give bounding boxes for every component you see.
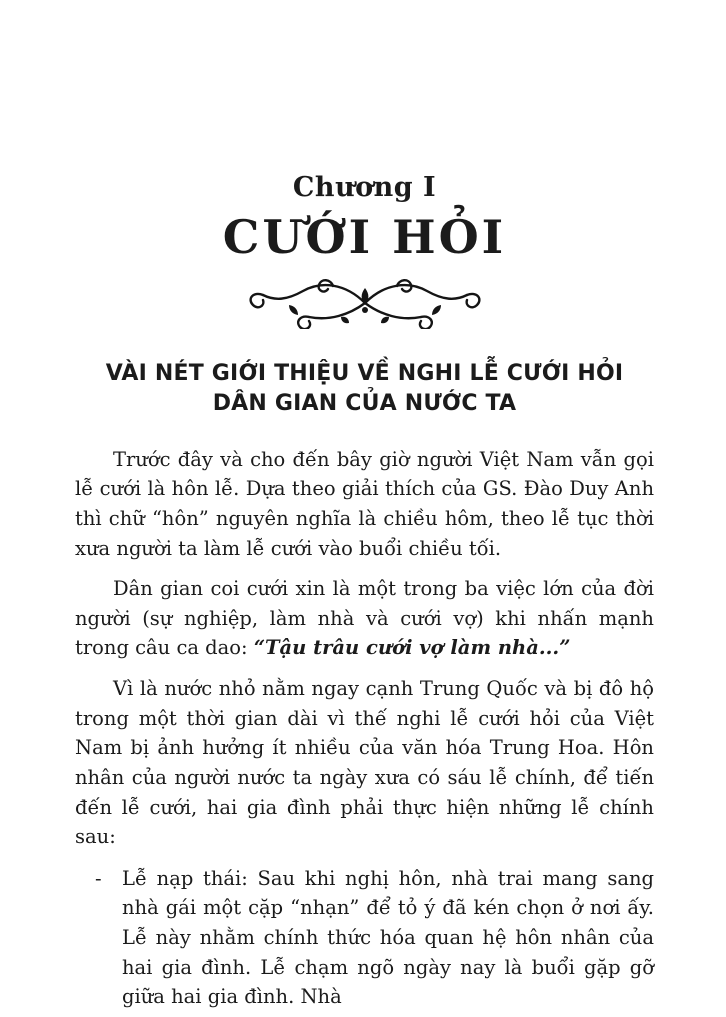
paragraph-3: Vì là nước nhỏ nằm ngay cạnh Trung Quốc và bị đô hộ trong một thời gian dài vì thế nghi lễ cưới hỏi của Việt Nam bị ảnh hưởng ít nhiều của văn hóa Trung Hoa. Hôn nhân của người nước ta ngày xưa có sáu lễ chính, để tiến đến lễ cưới, hai gia đình phải thực hiện những lễ chính sau: — [75, 677, 654, 849]
list-item-le-nap-thai — [95, 864, 654, 1012]
section-heading-line1: VÀI NÉT GIỚI THIỆU VỀ NGHI LỄ CƯỚI HỎI — [105, 361, 624, 387]
paragraph-2-quote: “Tậu trâu cưới vợ làm nhà...” — [253, 636, 571, 660]
floral-ornament-icon — [75, 277, 654, 329]
chapter-label: Chương I — [292, 172, 437, 203]
paragraph-1: Trước đây và cho đến bây giờ người Việt Nam vẫn gọi lễ cưới là hôn lễ. Dựa theo giải thích của GS. Đào Duy Anh thì chữ “hôn” nguyên nghĩa là chiều hôm, theo lễ tục thời xưa người ta làm lễ cưới vào buổi chiều tối. — [75, 447, 654, 560]
section-heading-line2: DÂN GIAN CỦA NƯỚC TA — [212, 390, 517, 416]
list-item-marker: - — [95, 866, 102, 890]
paragraph-2 — [75, 574, 654, 663]
chapter-title: CƯỚI HỎI — [222, 210, 507, 264]
list-item-text: Lễ nạp thái: Sau khi nghị hôn, nhà trai mang sang nhà gái một cặp “nhạn” để tỏ ý đã kén chọn ở nơi ấy. Lễ này nhằm chính thức hóa quan hệ hôn nhân của hai gia đình. Lễ chạm ngõ ngày nay là buổi gặp gỡ giữa hai gia đình. Nhà — [122, 866, 654, 1009]
section-heading — [75, 359, 654, 418]
paragraph-2-lead: Dân gian coi cưới xin là một trong ba việc lớn của đời người (sự nghiệp, làm nhà và cưới vợ) khi nhấn mạnh trong câu ca dao: — [75, 577, 654, 660]
